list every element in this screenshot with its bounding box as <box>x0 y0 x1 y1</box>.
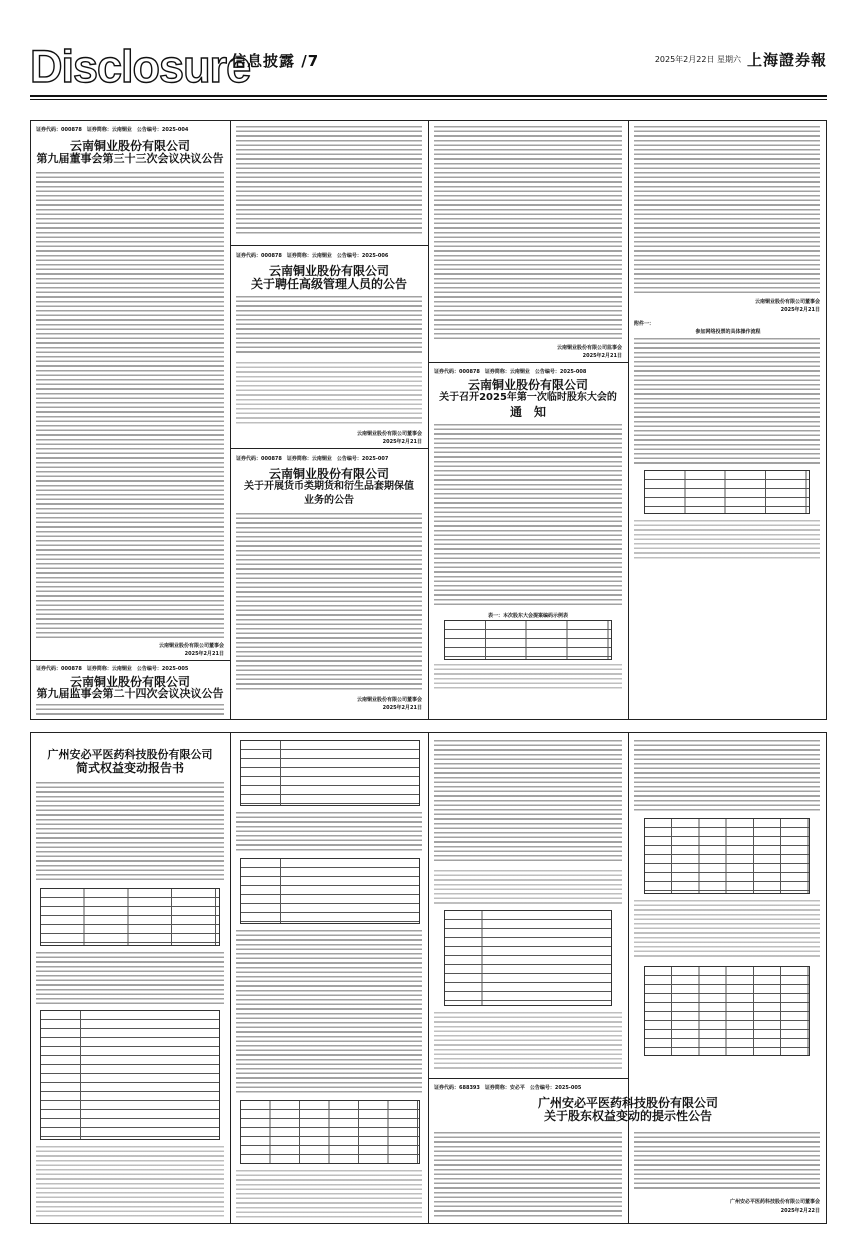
column-divider <box>628 732 629 1224</box>
article-body <box>236 126 422 236</box>
article-signature: 云南铜业股份有限公司监事会 <box>556 345 622 351</box>
article-title: 关于聘任高级管理人员的公告 <box>250 277 407 291</box>
holder-info-table <box>240 858 420 924</box>
article-date: 2025年2月21日 <box>582 353 622 359</box>
article-date: 2025年2月22日 <box>780 1208 820 1214</box>
column-divider <box>628 120 629 720</box>
holdings-table <box>644 966 810 1056</box>
article-title: 第九届董事会第三十三次会议决议公告 <box>36 152 224 165</box>
article-signature: 云南铜业股份有限公司董事会 <box>158 643 224 649</box>
column-divider <box>428 120 429 720</box>
holder-info-table <box>240 740 420 806</box>
article-separator <box>428 362 628 363</box>
article-body <box>634 740 820 812</box>
article-signature: 广州安必平医药科技股份有限公司董事会 <box>729 1199 820 1205</box>
article-date: 2025年2月21日 <box>780 307 820 313</box>
article-title: 第九届监事会第二十四次会议决议公告 <box>36 687 224 700</box>
masthead-rule <box>30 95 827 97</box>
table-caption: 表一：本次股东大会提案编码示例表 <box>487 613 568 619</box>
article-separator <box>428 1078 628 1079</box>
article-body <box>236 513 422 691</box>
shareholder-table <box>40 888 220 946</box>
article-signature: 云南铜业股份有限公司董事会 <box>356 431 422 437</box>
article-body <box>634 1132 820 1192</box>
article-body <box>236 930 422 1094</box>
article-signature: 云南铜业股份有限公司董事会 <box>754 299 820 305</box>
article-company: 云南铜业股份有限公司 <box>268 264 389 278</box>
article-body <box>434 1012 622 1070</box>
article-title-line: 通 知 <box>509 405 546 419</box>
article-title-line: 业务的公告 <box>304 495 354 506</box>
article-meta: 证券代码：000878 证券简称：云南铜业 公告编号：2025-005 <box>36 666 189 672</box>
column-divider <box>230 120 231 720</box>
article-separator <box>230 245 428 246</box>
attachment-label: 附件一： <box>634 321 655 327</box>
holder-info-table <box>40 1010 220 1140</box>
equity-change-table <box>644 818 810 894</box>
article-title: 简式权益变动报告书 <box>75 761 184 775</box>
article-body <box>36 172 224 638</box>
article-date: 2025年2月21日 <box>184 651 224 657</box>
article-body <box>236 812 422 852</box>
masthead-rule-thin <box>30 99 827 100</box>
article-body <box>434 664 622 690</box>
article-body <box>236 1170 422 1218</box>
article-body <box>434 126 622 342</box>
article-meta: 证券代码：000878 证券简称：云南铜业 公告编号：2025-007 <box>236 456 389 462</box>
article-title: 关于股东权益变动的提示性公告 <box>543 1109 712 1123</box>
article-company: 云南铜业股份有限公司 <box>467 378 588 392</box>
article-signature: 云南铜业股份有限公司董事会 <box>356 697 422 703</box>
article-date: 2025年2月21日 <box>382 439 422 445</box>
section-title: 信息披露 /7 <box>231 52 320 70</box>
info-disclosure-table <box>444 910 612 1006</box>
article-body <box>236 362 422 426</box>
article-body <box>434 870 622 904</box>
article-company: 云南铜业股份有限公司 <box>268 467 389 481</box>
column-divider <box>428 732 429 1224</box>
newspaper-brand: 上海證券報 <box>746 51 827 69</box>
article-company: 广州安必平医药科技股份有限公司 <box>537 1096 718 1110</box>
article-body <box>434 424 622 608</box>
article-body <box>634 338 820 464</box>
proposal-table <box>444 620 612 660</box>
article-title-line: 关于召开2025年第一次临时股东大会的 <box>439 392 617 403</box>
issue-date: 2025年2月22日 星期六 <box>654 55 741 64</box>
article-body <box>36 782 224 882</box>
article-meta: 证券代码：688393 证券简称：安必平 公告编号：2025-005 <box>434 1085 582 1091</box>
article-separator <box>230 448 428 449</box>
shareholding-change-table <box>240 1100 420 1164</box>
disclosure-logo: Disclosure <box>30 41 251 92</box>
masthead-right <box>655 49 827 70</box>
article-body <box>634 126 820 294</box>
article-body <box>236 296 422 356</box>
masthead <box>0 0 857 104</box>
article-body <box>434 740 622 864</box>
article-body <box>634 900 820 960</box>
article-body <box>36 704 224 716</box>
article-body <box>36 1146 224 1218</box>
article-body <box>634 520 820 560</box>
article-body <box>36 952 224 1004</box>
article-body <box>434 1132 622 1218</box>
attachment-title: 参加网络投票的具体操作流程 <box>695 329 761 335</box>
column-divider <box>230 732 231 1224</box>
article-company: 云南铜业股份有限公司 <box>69 675 190 689</box>
article-separator <box>30 660 230 661</box>
article-company: 广州安必平医药科技股份有限公司 <box>47 748 213 761</box>
article-meta: 证券代码：000878 证券简称：云南铜业 公告编号：2025-006 <box>236 253 389 259</box>
proxy-table <box>644 470 810 514</box>
article-meta: 证券代码：000878 证券简称：云南铜业 公告编号：2025-004 <box>36 127 189 133</box>
article-meta: 证券代码：000878 证券简称：云南铜业 公告编号：2025-008 <box>434 369 587 375</box>
article-company: 云南铜业股份有限公司 <box>69 139 190 153</box>
article-title-line: 关于开展货币类期货和衍生品套期保值 <box>244 481 414 492</box>
article-date: 2025年2月21日 <box>382 705 422 711</box>
